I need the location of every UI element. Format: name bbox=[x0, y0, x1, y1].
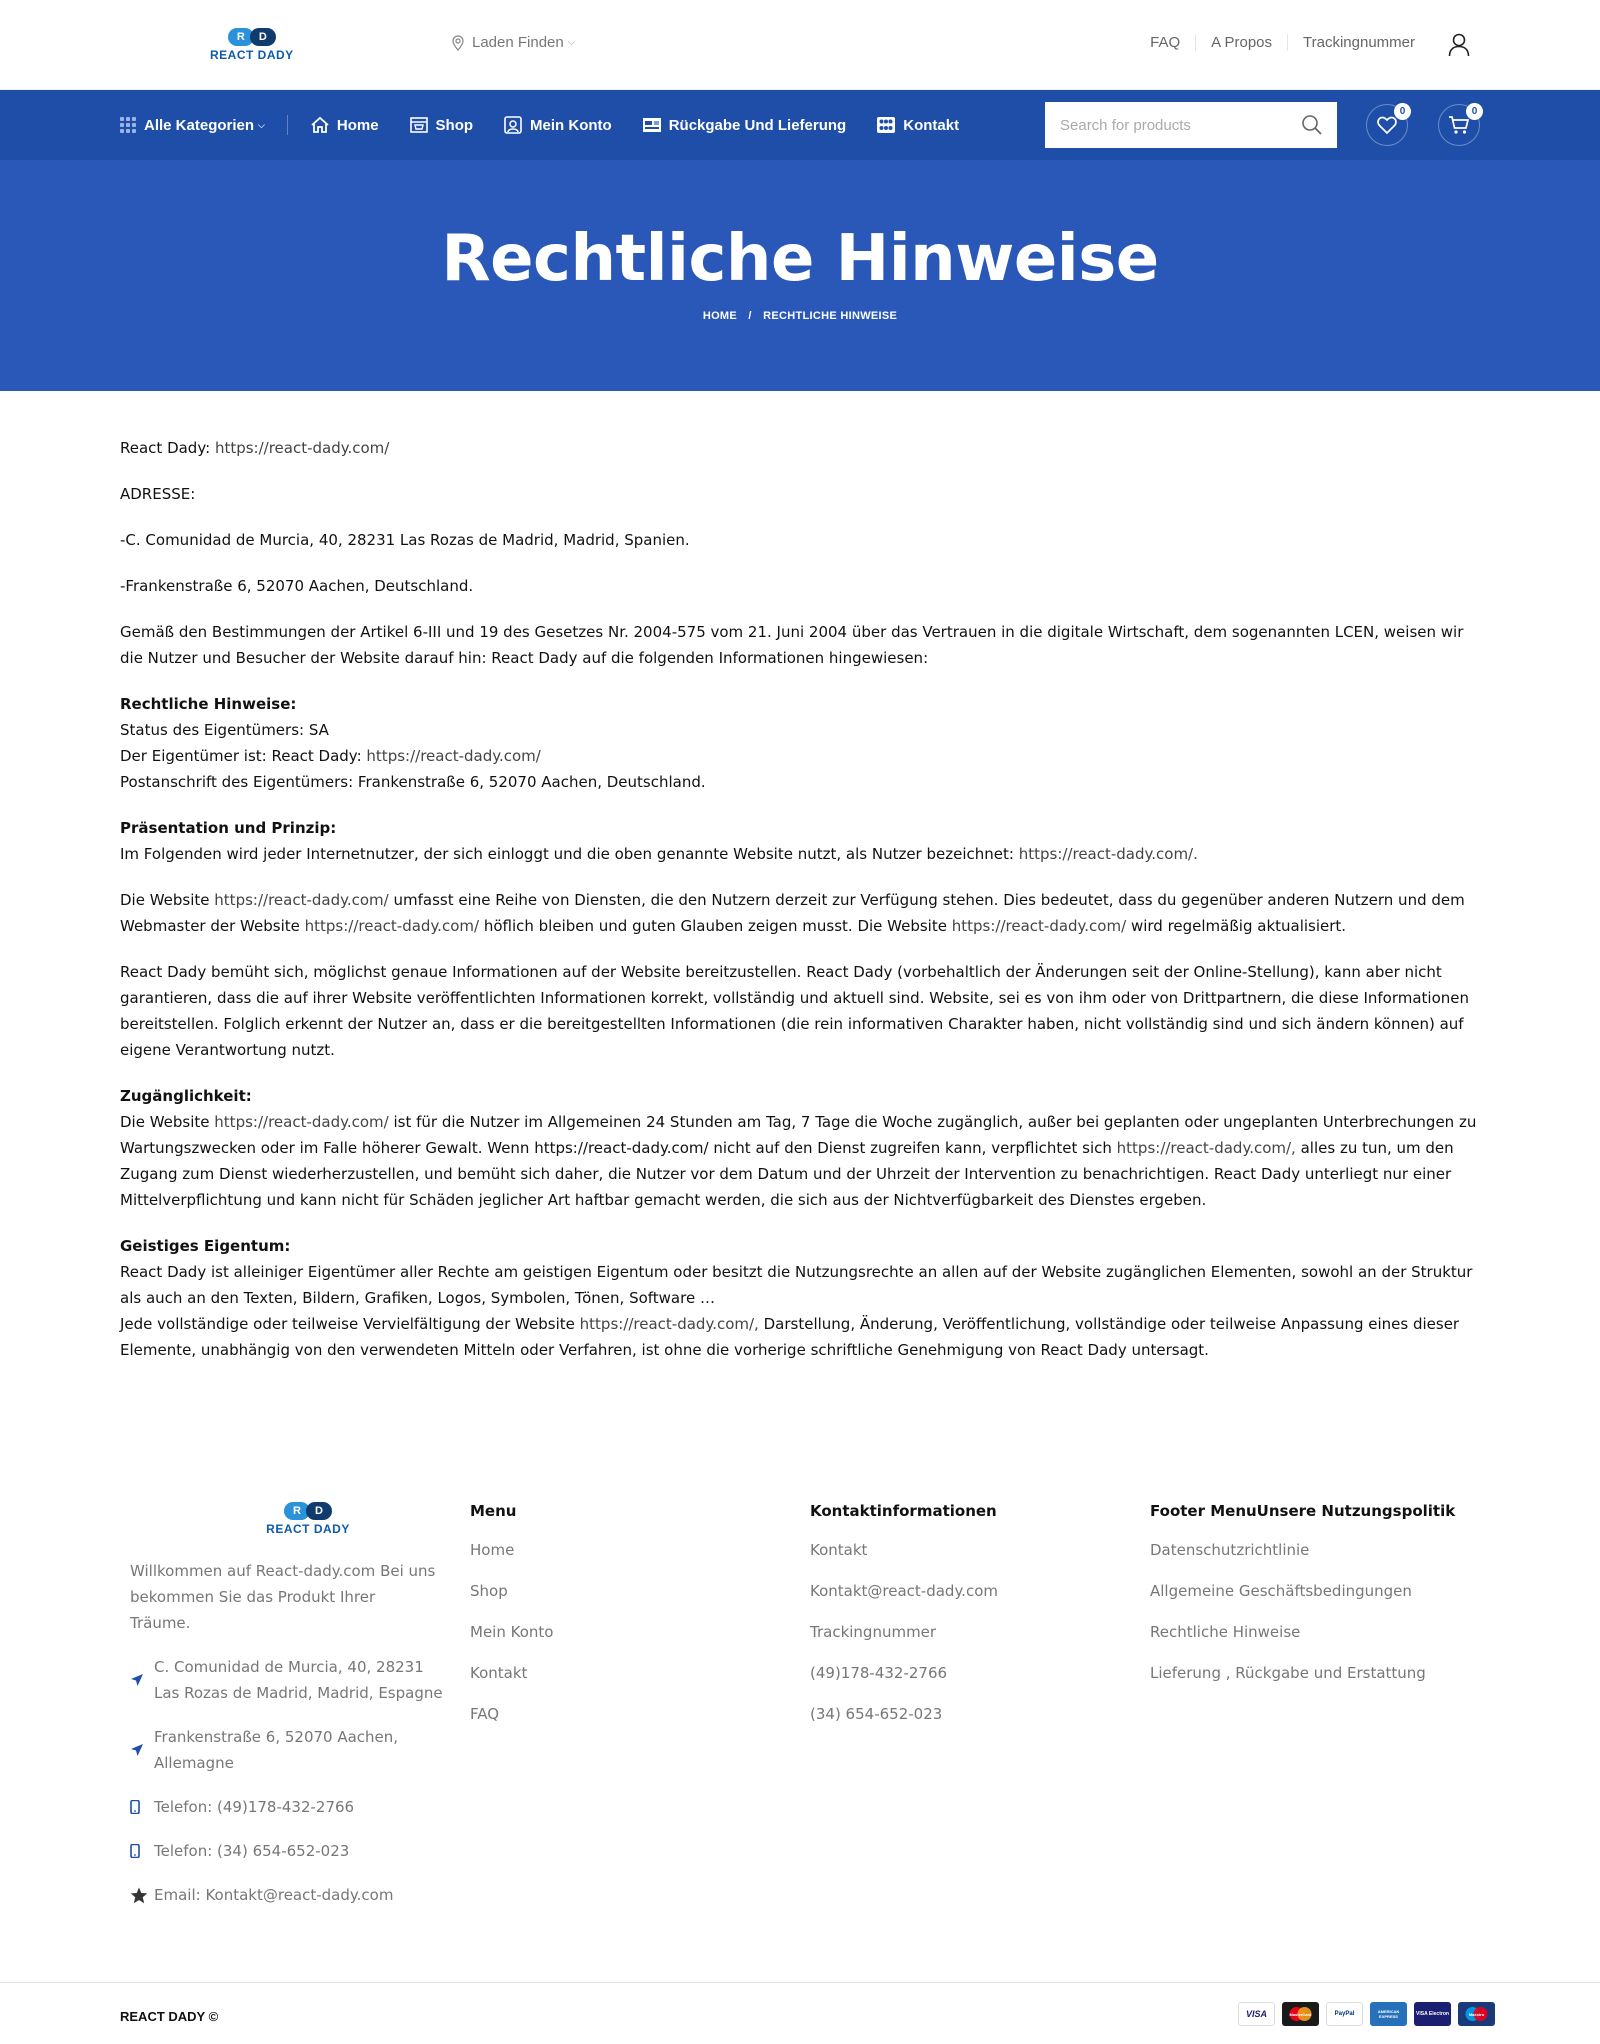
breadcrumb-current: RECHTLICHE HINWEISE bbox=[763, 310, 898, 322]
search-icon[interactable] bbox=[1301, 114, 1323, 136]
footer-link-phone-1[interactable]: (49)178-432-2766 bbox=[810, 1664, 948, 1682]
maestro-icon bbox=[1458, 2002, 1495, 2026]
section-heading: Zugänglichkeit: bbox=[120, 1087, 252, 1105]
website-url-link[interactable]: https://react-dady.com/ bbox=[214, 1113, 389, 1131]
store-finder-link[interactable] bbox=[452, 34, 575, 51]
footer-link-delivery-returns[interactable]: Lieferung , Rückgabe und Erstattung bbox=[1150, 1664, 1426, 1682]
nav-item-contact[interactable] bbox=[876, 116, 959, 134]
presentation-section bbox=[120, 815, 1480, 867]
chevron-down-icon: ⌵ bbox=[567, 37, 576, 48]
website-url-link[interactable]: https://react-dady.com/, bbox=[1116, 1139, 1296, 1157]
footer-link-contact[interactable]: Kontakt bbox=[470, 1664, 528, 1682]
heart-icon bbox=[1377, 116, 1397, 134]
footer-heading: Kontaktinformationen bbox=[810, 1502, 997, 1520]
text-run: Die Website bbox=[120, 1113, 210, 1131]
footer-logo[interactable] bbox=[120, 1480, 444, 1536]
nav-item-label: Mein Konto bbox=[530, 116, 612, 134]
nav-item-home[interactable] bbox=[310, 116, 379, 134]
contact-text: Telefon: (49)178-432-2766 bbox=[154, 1798, 355, 1816]
footer-contact-phone-2 bbox=[130, 1838, 444, 1864]
nav-item-label: Shop bbox=[435, 116, 474, 134]
logo-mark-r: R bbox=[284, 1502, 310, 1520]
location-arrow-icon bbox=[130, 1724, 154, 1776]
footer-contact-column bbox=[810, 1480, 998, 1743]
footer-link-home[interactable]: Home bbox=[470, 1541, 515, 1559]
top-link-faq[interactable]: FAQ bbox=[1150, 34, 1181, 51]
nav-item-label: Home bbox=[336, 116, 379, 134]
wishlist-count-badge: 0 bbox=[1394, 103, 1411, 120]
location-arrow-icon bbox=[130, 1654, 154, 1706]
wishlist-button[interactable] bbox=[1366, 104, 1408, 146]
footer-link-terms[interactable]: Allgemeine Geschäftsbedingungen bbox=[1150, 1582, 1412, 1600]
all-categories-menu[interactable] bbox=[120, 115, 288, 135]
mastercard-label: MasterCard bbox=[1289, 2011, 1312, 2017]
website-url-link[interactable]: https://react-dady.com/ bbox=[304, 917, 480, 935]
legal-content bbox=[0, 391, 1600, 1363]
payment-methods bbox=[1238, 2002, 1495, 2026]
section-heading: Rechtliche Hinweise: bbox=[120, 695, 297, 713]
nav-item-returns-delivery[interactable] bbox=[642, 116, 847, 134]
logo-mark bbox=[228, 28, 276, 46]
footer-contact-address-1 bbox=[130, 1654, 444, 1706]
footer-heading: Menu bbox=[470, 1502, 517, 1520]
text-run: React Dady ist alleiniger Eigentümer aller Rechte am geistigen Eigentum oder besitzt die Nutzungsrechte an allen auf der Website zugänglichen Elementen, sowohl an der Struktur als auch an den Texten, Bildern, Grafiken, Logos, Symbolen, Tönen, Software … bbox=[120, 1263, 1473, 1307]
footer-link-tracking[interactable]: Trackingnummer bbox=[810, 1623, 937, 1641]
mastercard-icon bbox=[1282, 2002, 1319, 2026]
logo-mark-r: R bbox=[228, 28, 254, 46]
site-logo[interactable] bbox=[210, 28, 294, 62]
site-label: React Dady: bbox=[120, 439, 211, 457]
legal-section bbox=[120, 691, 1480, 795]
footer-about-column bbox=[120, 1480, 444, 1908]
presentation-text: Im Folgenden wird jeder Internetnutzer, der sich einloggt und die oben genannte Website nutzt, als Nutzer bezeichnet: bbox=[120, 845, 1014, 863]
top-links bbox=[1135, 34, 1430, 51]
address-line-1: -C. Comunidad de Murcia, 40, 28231 Las Rozas de Madrid, Madrid, Spanien. bbox=[120, 531, 690, 549]
copyright-text: REACT DADY © bbox=[120, 2009, 219, 2024]
footer-link-faq[interactable]: FAQ bbox=[470, 1705, 500, 1723]
text-run: Darstellung, Änderung, Veröffentlichung, vollständige oder teilweise Anpassung eines dieser Elemente, unabhängig von den verwendeten Mitteln oder Verfahren, ist ohne die vorherige schriftliche Genehmigung von React Dady untersagt. bbox=[120, 1315, 1460, 1359]
breadcrumb-home[interactable]: HOME bbox=[702, 310, 738, 322]
site-url-link[interactable]: https://react-dady.com/ bbox=[214, 439, 390, 457]
text-run: alles zu tun, um den Zugang zum Dienst wiederherzustellen, und bemüht sich daher, die Nutzer vor dem Datum und der Uhrzeit der Intervention zu benachrichtigen. React Dady unterliegt nur einer Mittelverpflichtung und kann nicht für Schäden jeglicher Art haftbar gemacht werden, die sich aus der Nichtverfügbarkeit des Dienstes ergeben. bbox=[120, 1139, 1454, 1209]
cart-icon bbox=[1448, 115, 1470, 135]
footer-bottom-bar bbox=[0, 1982, 1600, 2044]
footer-heading: Footer MenuUnsere Nutzungspolitik bbox=[1150, 1502, 1456, 1520]
text-run: umfasst eine Reihe von Diensten, die den Nutzern derzeit zur Verfügung stehen. Dies bedeutet, dass du gegenüber anderen Nutzern und dem Webmaster der Website bbox=[120, 891, 1465, 935]
text-run: höflich bleiben und guten Glauben zeigen musst. Die Website bbox=[483, 917, 947, 935]
owner-url-link[interactable]: https://react-dady.com/ bbox=[366, 747, 541, 765]
website-paragraph bbox=[120, 887, 1480, 939]
nav-item-shop[interactable] bbox=[409, 116, 474, 134]
home-icon bbox=[310, 116, 330, 134]
footer-link-shop[interactable]: Shop bbox=[470, 1582, 508, 1600]
page-title: Rechtliche Hinweise bbox=[441, 222, 1159, 296]
search-box bbox=[1045, 102, 1337, 148]
contact-text: C. Comunidad de Murcia, 40, 28231 Las Rozas de Madrid, Madrid, Espagne bbox=[154, 1658, 443, 1702]
owner-postal: Postanschrift des Eigentümers: Frankenstraße 6, 52070 Aachen, Deutschland. bbox=[120, 773, 706, 791]
breadcrumb-separator: / bbox=[748, 310, 752, 322]
nav-item-label: Kontakt bbox=[903, 116, 960, 134]
top-bar bbox=[0, 0, 1600, 90]
map-pin-icon bbox=[452, 35, 464, 51]
footer-link-email[interactable]: Kontakt@react-dady.com bbox=[810, 1582, 998, 1600]
logo-mark-d: D bbox=[250, 28, 276, 46]
top-link-tracking[interactable]: Trackingnummer bbox=[1287, 34, 1430, 51]
section-heading: Präsentation und Prinzip: bbox=[120, 819, 337, 837]
contact-text: Telefon: (34) 654-652-023 bbox=[154, 1842, 350, 1860]
phone-icon bbox=[130, 1838, 154, 1864]
account-icon bbox=[503, 116, 523, 134]
logo-text: REACT DADY bbox=[266, 1522, 350, 1536]
amex-icon: AMERICAN EXPRESS bbox=[1370, 2002, 1407, 2026]
all-categories-label: Alle Kategorien bbox=[144, 116, 255, 134]
visa-electron-icon: VISA Electron bbox=[1414, 2002, 1451, 2026]
cart-button[interactable] bbox=[1438, 104, 1480, 146]
chevron-down-icon: ⌵ bbox=[258, 119, 265, 130]
presentation-url-link[interactable]: https://react-dady.com/. bbox=[1018, 845, 1198, 863]
breadcrumb bbox=[0, 310, 1600, 322]
top-link-about[interactable]: A Propos bbox=[1195, 34, 1287, 51]
cart-count-badge: 0 bbox=[1466, 103, 1483, 120]
footer-contact-email bbox=[130, 1882, 444, 1908]
footer-menu-column bbox=[470, 1480, 553, 1743]
main-navigation bbox=[0, 90, 1600, 160]
search-input[interactable] bbox=[1045, 102, 1337, 148]
website-url-link[interactable]: https://react-dady.com/ bbox=[214, 891, 389, 909]
shop-icon bbox=[409, 116, 429, 134]
footer-link-contact[interactable]: Kontakt bbox=[810, 1541, 868, 1559]
delivery-icon bbox=[642, 116, 662, 134]
logo-text: REACT DADY bbox=[210, 48, 294, 62]
footer-link-privacy[interactable]: Datenschutzrichtlinie bbox=[1150, 1541, 1310, 1559]
nav-item-my-account[interactable] bbox=[503, 116, 612, 134]
footer-about-text: Willkommen auf React-dady.com Bei uns bekommen Sie das Produkt Ihrer Träume. bbox=[130, 1562, 436, 1632]
site-line bbox=[120, 435, 1480, 461]
text-run: Jede vollständige oder teilweise Vervielfältigung der Website bbox=[120, 1315, 575, 1333]
page-hero bbox=[0, 160, 1600, 391]
section-heading: Geistiges Eigentum: bbox=[120, 1237, 291, 1255]
address-line-2: -Frankenstraße 6, 52070 Aachen, Deutschland. bbox=[120, 577, 474, 595]
maestro-label: Maestro bbox=[1468, 2011, 1485, 2017]
nav-item-label: Rückgabe Und Lieferung bbox=[668, 116, 847, 134]
logo-mark bbox=[284, 1502, 332, 1520]
text-run: Die Website bbox=[120, 891, 210, 909]
logo-mark-d: D bbox=[306, 1502, 332, 1520]
phone-icon bbox=[130, 1794, 154, 1820]
visa-icon: VISA bbox=[1238, 2002, 1275, 2026]
footer-link-phone-2[interactable]: (34) 654-652-023 bbox=[810, 1705, 943, 1723]
footer-link-legal-notice[interactable]: Rechtliche Hinweise bbox=[1150, 1623, 1301, 1641]
footer-link-my-account[interactable]: Mein Konto bbox=[470, 1623, 554, 1641]
paypal-icon: PayPal bbox=[1326, 2002, 1363, 2026]
footer-contact-phone-1 bbox=[130, 1794, 444, 1820]
accessibility-section bbox=[120, 1083, 1480, 1213]
text-run: wird regelmäßig aktualisiert. bbox=[1130, 917, 1347, 935]
footer-policy-column bbox=[1150, 1480, 1455, 1702]
accuracy-paragraph: React Dady bemüht sich, möglichst genaue Informationen auf der Website bereitzustellen. React Dady (vorbehaltlich der Änderungen seit der Online-Stellung), kann aber nicht garantieren, dass die auf ihrer Website veröffentlichten Informationen korrekt, vollständig und aktuell sind. Website, sei es von ihm oder von Drittpartnern, die diese Informationen bereitstellen. Folglich erkennt der Nutzer an, dass er die bereitgestellten Informationen (die rein informativen Charakter haben, nicht vollständig sind und sich ändern können) auf eigene Verantwortung nutzt. bbox=[120, 963, 1470, 1059]
footer-contact-address-2 bbox=[130, 1724, 444, 1776]
website-url-link[interactable]: https://react-dady.com/ bbox=[951, 917, 1127, 935]
owner-label: Der Eigentümer ist: React Dady: bbox=[120, 747, 362, 765]
grid-icon bbox=[120, 117, 136, 133]
intellectual-property-section bbox=[120, 1233, 1480, 1363]
user-account-icon[interactable] bbox=[1448, 33, 1470, 57]
store-finder-label: Laden Finden bbox=[472, 34, 564, 51]
intro-paragraph: Gemäß den Bestimmungen der Artikel 6-III und 19 des Gesetzes Nr. 2004-575 vom 21. Juni 2004 über das Vertrauen in die digitale Wirtschaft, dem sogenannten LCEN, weisen wir die Nutzer und Besucher der Website darauf hin: React Dady auf die folgenden Informationen hingewiesen: bbox=[120, 623, 1464, 667]
star-icon bbox=[130, 1882, 154, 1908]
contact-text: Email: Kontakt@react-dady.com bbox=[154, 1886, 394, 1904]
website-url-link[interactable]: https://react-dady.com/, bbox=[579, 1315, 759, 1333]
owner-status: Status des Eigentümers: SA bbox=[120, 721, 329, 739]
contact-icon bbox=[876, 116, 896, 134]
text-run: ist für die Nutzer im Allgemeinen 24 Stunden am Tag, 7 Tage die Woche zugänglich, außer bei geplanten oder ungeplanten Unterbrechungen zu Wartungszwecken oder im Falle höherer Gewalt. Wenn https://react-dady.com/ nicht auf den Dienst zugreifen kann, verpflichtet sich bbox=[120, 1113, 1477, 1157]
contact-text: Frankenstraße 6, 52070 Aachen, Allemagne bbox=[154, 1728, 399, 1772]
address-heading: ADRESSE: bbox=[120, 485, 196, 503]
